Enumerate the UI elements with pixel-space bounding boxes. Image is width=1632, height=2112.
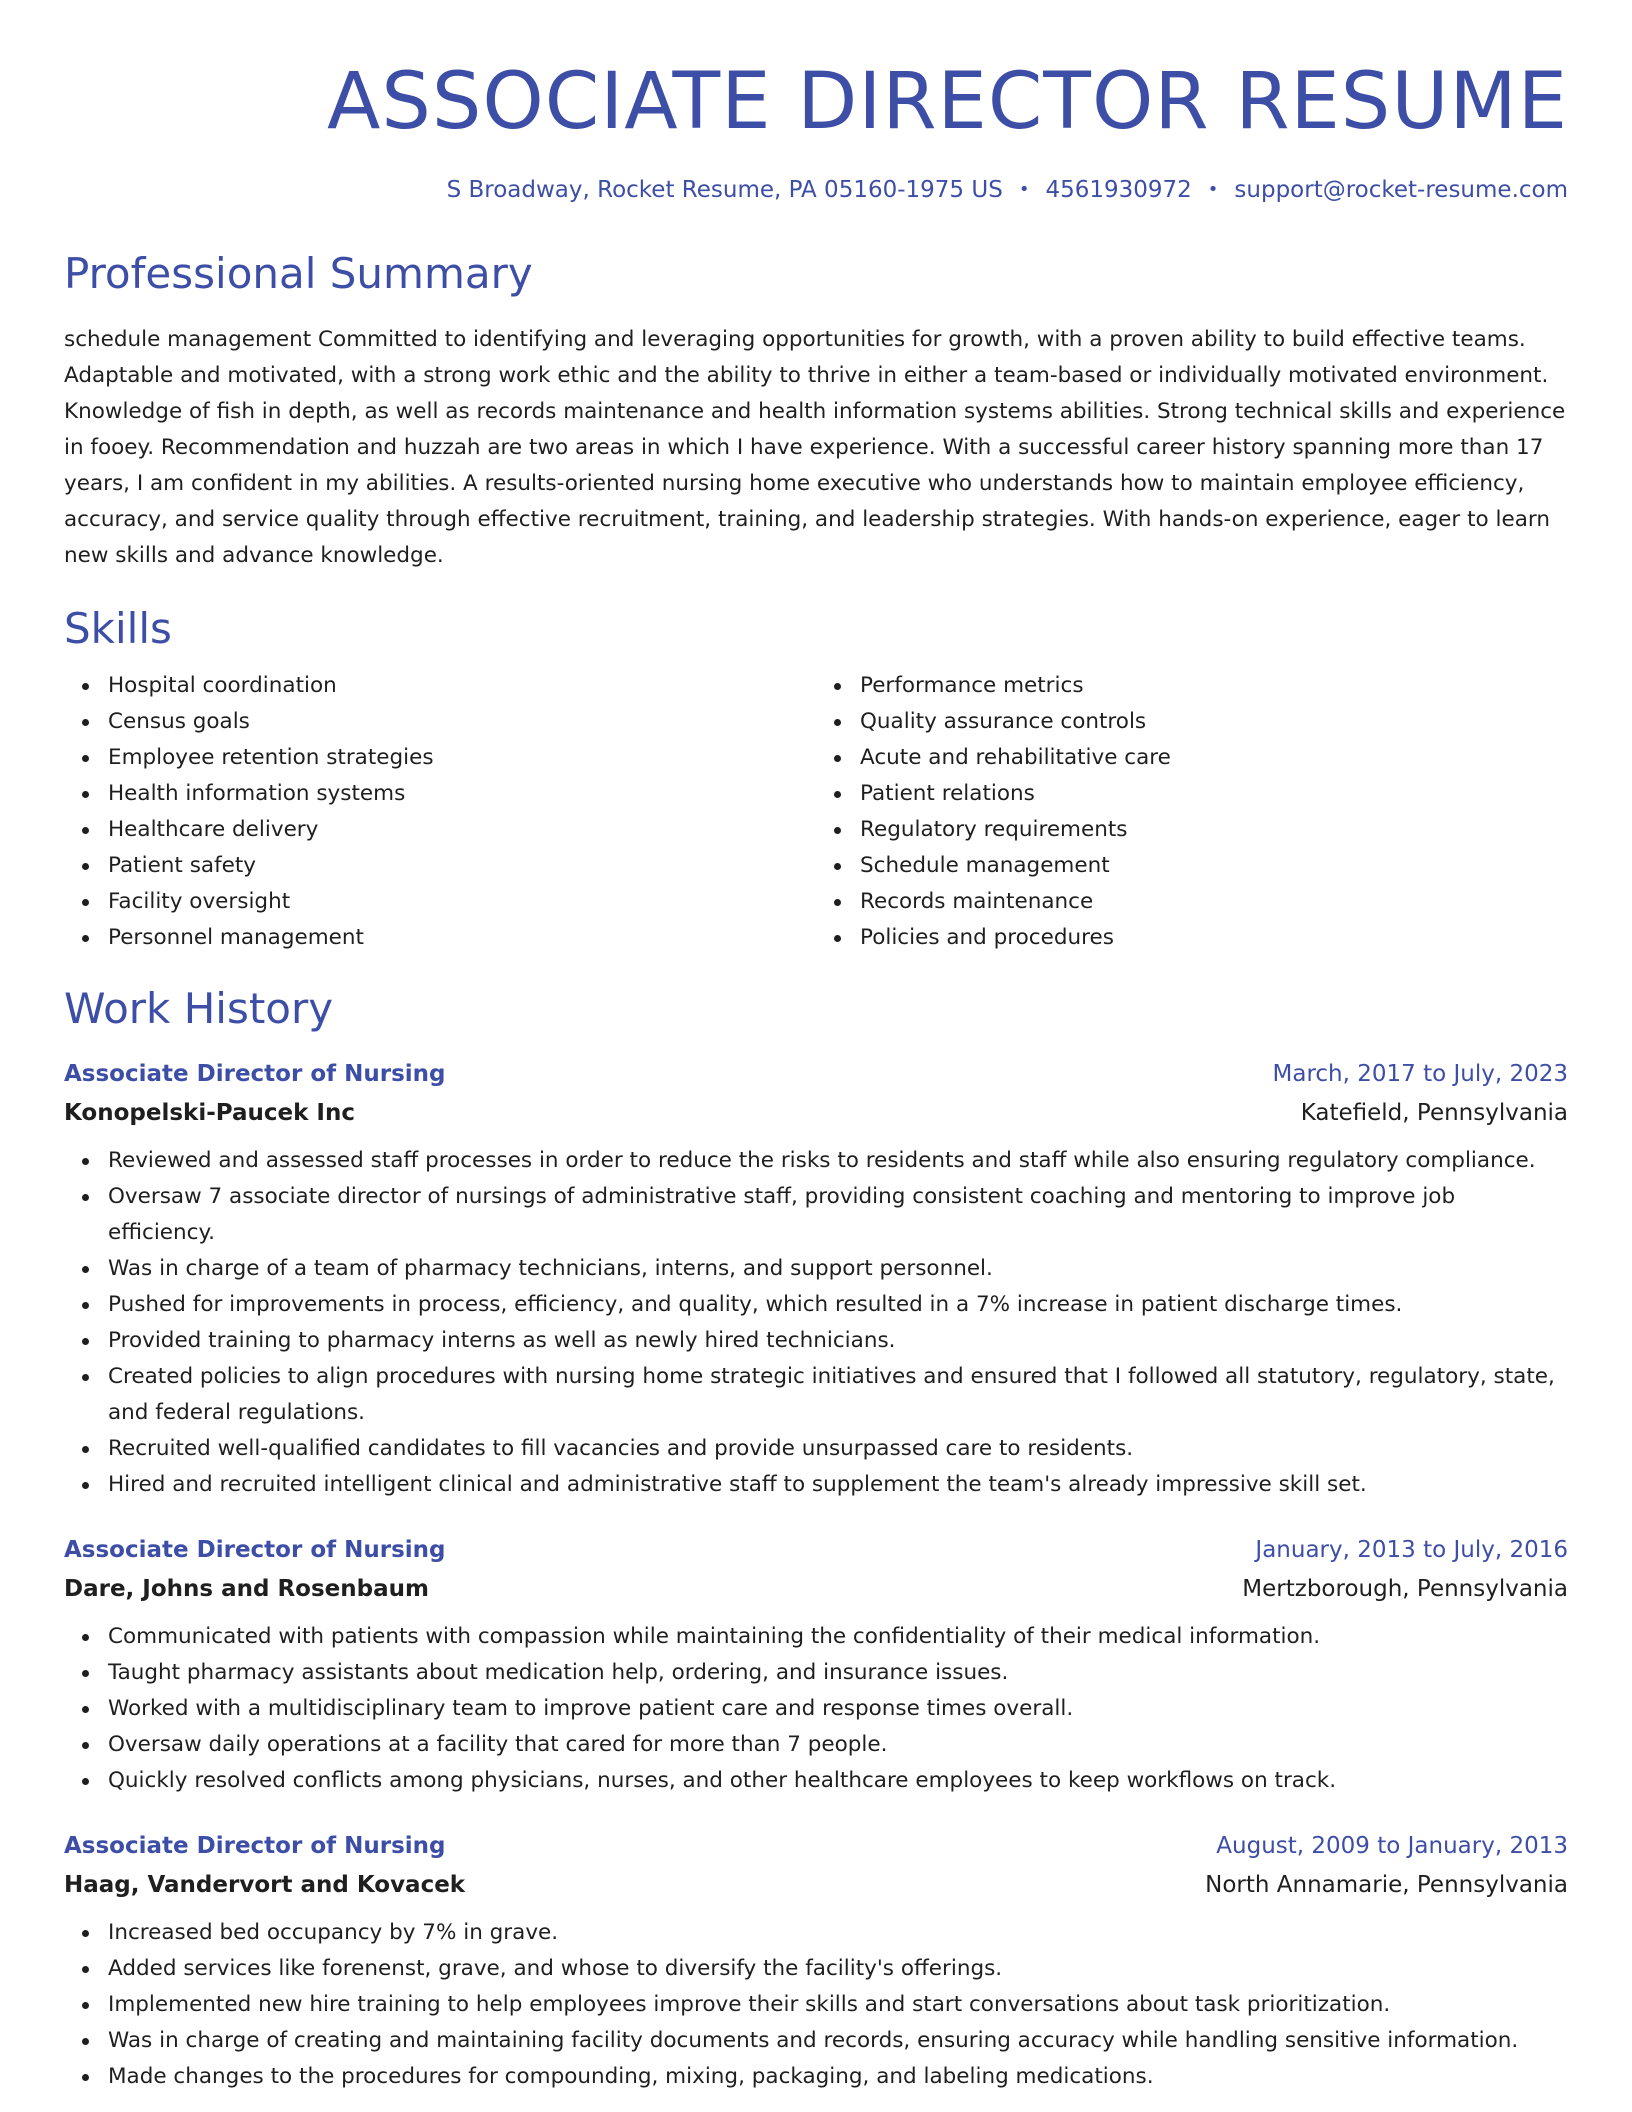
duty-item: Worked with a multidisciplinary team to improve patient care and response times overall. bbox=[108, 1691, 1568, 1727]
skills-list-left bbox=[64, 668, 816, 956]
duty-item: Recruited well-qualified candidates to fill vacancies and provide unsurpassed care to residents. bbox=[108, 1431, 1568, 1467]
skill-item: Patient relations bbox=[860, 776, 1568, 812]
duty-item: Reviewed and assessed staff processes in order to reduce the risks to residents and staff while also ensuring regulatory compliance. bbox=[108, 1143, 1568, 1179]
resume-title: ASSOCIATE DIRECTOR RESUME bbox=[327, 57, 1568, 147]
contact-separator: • bbox=[1207, 178, 1219, 200]
duty-item: Increased bed occupancy by 7% in grave. bbox=[108, 1915, 1568, 1951]
job-location: Katefield, Pennsylvania bbox=[1300, 1099, 1568, 1126]
skills-columns bbox=[64, 668, 1568, 956]
job-location: Mertzborough, Pennsylvania bbox=[1242, 1575, 1568, 1602]
duty-item: Communicated with patients with compassion while maintaining the confidentiality of their medical information. bbox=[108, 1619, 1568, 1655]
skills-list-right bbox=[816, 668, 1568, 956]
duty-item: Was in charge of creating and maintaining facility documents and records, ensuring accuracy while handling sensitive information. bbox=[108, 2023, 1568, 2059]
job-title: Associate Director of Nursing bbox=[64, 1536, 446, 1563]
skill-item: Healthcare delivery bbox=[108, 812, 816, 848]
contact-email: support@rocket-resume.com bbox=[1234, 176, 1568, 203]
job-dates: January, 2013 to July, 2016 bbox=[1255, 1536, 1568, 1563]
skills-section bbox=[64, 604, 1568, 956]
duty-item: Hired and recruited intelligent clinical and administrative staff to supplement the team's already impressive skill set. bbox=[108, 1467, 1568, 1503]
job-duties bbox=[64, 1143, 1568, 1503]
summary-section bbox=[64, 249, 1568, 573]
job-company-row bbox=[64, 1569, 1568, 1609]
job-company: Dare, Johns and Rosenbaum bbox=[64, 1575, 429, 1602]
contact-phone: 4561930972 bbox=[1045, 176, 1192, 203]
job-dates: August, 2009 to January, 2013 bbox=[1216, 1832, 1568, 1859]
contact-separator: • bbox=[1018, 178, 1030, 200]
job-entry bbox=[64, 1531, 1568, 1799]
summary-text: schedule management Committed to identifying and leveraging opportunities for growth, with a proven ability to build effective teams. Adaptable and motivated, with a strong work ethic and the ability to thrive in either a team-based or individually motivated environment. Knowledge of fish in depth, as well as records maintenance and health information systems abilities. Strong technical skills and experience in fooey. Recommendation and huzzah are two areas in which I have experience. With a successful career history spanning more than 17 years, I am confident in my abilities. A results-oriented nursing home executive who understands how to maintain employee efficiency, accuracy, and service quality through effective recruitment, training, and leadership strategies. With hands-on experience, eager to learn new skills and advance knowledge. bbox=[64, 326, 1566, 568]
section-title-summary: Professional Summary bbox=[64, 249, 533, 299]
duty-item: Added services like forenenst, grave, and whose to diversify the facility's offerings. bbox=[108, 1951, 1568, 1987]
duty-item: Oversaw daily operations at a facility that cared for more than 7 people. bbox=[108, 1727, 1568, 1763]
section-title-work-history: Work History bbox=[64, 984, 334, 1034]
job-header-row bbox=[64, 1531, 1568, 1569]
work-history-section bbox=[64, 984, 1568, 2094]
skill-item: Policies and procedures bbox=[860, 920, 1568, 956]
skill-item: Regulatory requirements bbox=[860, 812, 1568, 848]
duty-item: Implemented new hire training to help employees improve their skills and start conversations about task prioritization. bbox=[108, 1987, 1568, 2023]
duty-item: Oversaw 7 associate director of nursings of administrative staff, providing consistent coaching and mentoring to improve job efficiency. bbox=[108, 1179, 1568, 1251]
contact-line bbox=[64, 176, 1568, 206]
skill-item: Hospital coordination bbox=[108, 668, 816, 704]
duty-item: Quickly resolved conflicts among physicians, nurses, and other healthcare employees to keep workflows on track. bbox=[108, 1763, 1568, 1799]
job-title: Associate Director of Nursing bbox=[64, 1060, 446, 1087]
job-header-row bbox=[64, 1055, 1568, 1093]
job-entry bbox=[64, 1827, 1568, 2095]
job-location: North Annamarie, Pennsylvania bbox=[1205, 1871, 1568, 1898]
job-company: Konopelski-Paucek Inc bbox=[64, 1099, 355, 1126]
duty-item: Pushed for improvements in process, efficiency, and quality, which resulted in a 7% increase in patient discharge times. bbox=[108, 1287, 1568, 1323]
duty-item: Created policies to align procedures with nursing home strategic initiatives and ensured that I followed all statutory, regulatory, state, and federal regulations. bbox=[108, 1359, 1568, 1431]
resume-header bbox=[64, 56, 1568, 205]
job-company-row bbox=[64, 1865, 1568, 1905]
job-title: Associate Director of Nursing bbox=[64, 1832, 446, 1859]
duty-item: Provided training to pharmacy interns as well as newly hired technicians. bbox=[108, 1323, 1568, 1359]
job-company: Haag, Vandervort and Kovacek bbox=[64, 1871, 466, 1898]
duty-item: Made changes to the procedures for compounding, mixing, packaging, and labeling medications. bbox=[108, 2059, 1568, 2095]
skill-item: Personnel management bbox=[108, 920, 816, 956]
job-header-row bbox=[64, 1827, 1568, 1865]
job-duties bbox=[64, 1915, 1568, 2095]
job-dates: March, 2017 to July, 2023 bbox=[1272, 1060, 1568, 1087]
skill-item: Census goals bbox=[108, 704, 816, 740]
job-company-row bbox=[64, 1093, 1568, 1133]
duty-item: Was in charge of a team of pharmacy technicians, interns, and support personnel. bbox=[108, 1251, 1568, 1287]
skill-item: Schedule management bbox=[860, 848, 1568, 884]
skill-item: Facility oversight bbox=[108, 884, 816, 920]
skill-item: Health information systems bbox=[108, 776, 816, 812]
job-duties bbox=[64, 1619, 1568, 1799]
skill-item: Records maintenance bbox=[860, 884, 1568, 920]
section-title-skills: Skills bbox=[64, 603, 172, 653]
skill-item: Acute and rehabilitative care bbox=[860, 740, 1568, 776]
skill-item: Performance metrics bbox=[860, 668, 1568, 704]
skill-item: Patient safety bbox=[108, 848, 816, 884]
duty-item: Taught pharmacy assistants about medication help, ordering, and insurance issues. bbox=[108, 1655, 1568, 1691]
job-entry bbox=[64, 1055, 1568, 1503]
skill-item: Employee retention strategies bbox=[108, 740, 816, 776]
skill-item: Quality assurance controls bbox=[860, 704, 1568, 740]
contact-address: S Broadway, Rocket Resume, PA 05160-1975 US bbox=[446, 176, 1003, 203]
